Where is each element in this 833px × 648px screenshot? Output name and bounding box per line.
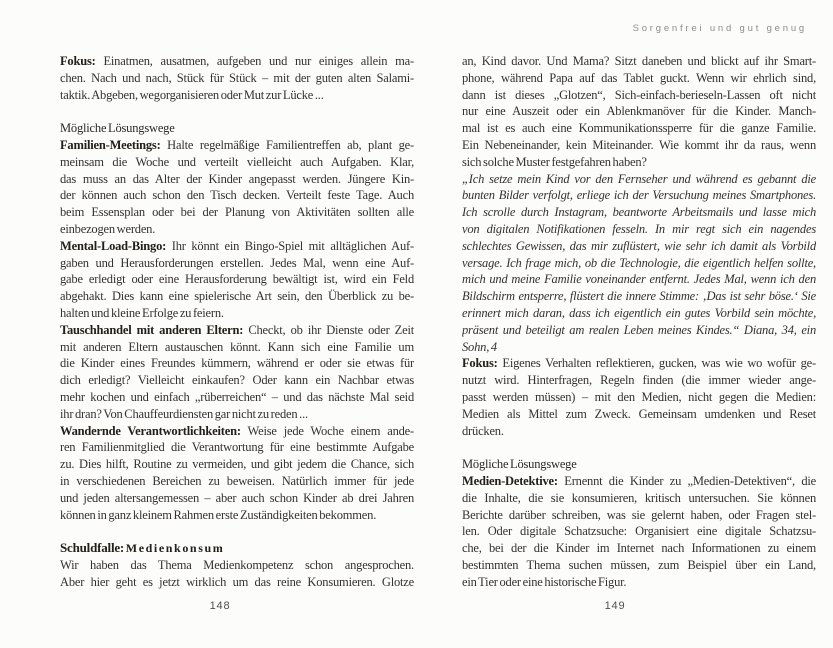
text-line: in verschiedenen Bereichen zu beweisen. Natürlich immer für jede (60, 473, 414, 488)
text-line: Tauschhandel mit anderen Eltern: Checkt, ob ihr Dienste oder Zeit (60, 322, 414, 337)
text-line: Sohn, 4 (462, 339, 497, 354)
bold-lead-in: Fokus: (60, 54, 96, 68)
text-line: bestimmten Thema suchen müssen, zum Beispiel über ein Land, (462, 557, 816, 572)
text-line: die Inhalte, die sie konsumieren, kritisch untersuchen. Sie können (462, 490, 816, 505)
left-page-number: 148 (209, 600, 231, 612)
text-line: Ein Nebeneinander, kein Miteinander. Wie kommt ihr da raus, wenn (462, 137, 816, 152)
paragraph-gap (60, 103, 414, 120)
text-line: phone, während Papa auf das Tablet guckt. Wenn wir ehrlich sind, (462, 70, 816, 85)
paragraph-gap (462, 439, 816, 456)
text-line: meinsam die Woche und verteilt vielleicht auch Aufgaben. Klar, (60, 154, 414, 169)
text-line: dich erledigt? Vielleicht einkaufen? Oder kann ein Nachbar etwas (60, 373, 414, 388)
text-line: Familien-Meetings: Halte regelmäßige Familientreffen ab, plant ge- (60, 137, 414, 152)
text-line: taktik. Abgeben, wegorganisieren oder Mut zur Lücke ... (60, 87, 324, 102)
text-line: präsent und beteiligt am realen Leben meines Kindes.“ Diana, 34, ein (462, 322, 816, 337)
text-line: „Ich setze mein Kind vor den Fernseher und während es gebannt die (462, 171, 816, 186)
text-line: Wir haben das Thema Medienkompetenz schon angesprochen. (60, 557, 414, 572)
text-line: gabe erledigt oder eine Herausforderung bewältigt ist, wird ein Feld (60, 272, 414, 287)
text-line: chen. Nach und nach, Stück für Stück – mit der guten alten Salami- (60, 70, 414, 85)
text-line: zu. Dies hilft, Routine zu vermeiden, und gibt jedem die Chance, sich (60, 457, 414, 472)
paragraph-gap (60, 523, 414, 540)
text-line: Medien als Mittel zum Zweck. Gemeinsam umdenken und Reset (462, 406, 816, 421)
text-line: gaben und Herausforderungen erstellen. Jedes Mal, wenn eine Auf- (60, 255, 414, 270)
text-line: Mental-Load-Bingo: Ihr könnt ein Bingo-Spiel mit alltäglichen Auf- (60, 238, 414, 253)
text-line: Berichte darüber schreiben, was sie gelernt haben, oder Fragen stel- (462, 507, 816, 522)
text-line: Fokus: Eigenes Verhalten reflektieren, gucken, was wie wo wofür ge- (462, 356, 816, 371)
right-page-text-column (462, 53, 816, 591)
text-line: versage. Ich frage mich, ob die Technologie, die eigentlich helfen sollte, (462, 255, 816, 270)
text-line: und jeden altersangemessen – aber auch schon Kinder ab drei Jahren (60, 490, 414, 505)
text-line: mehr kochen und einfach „rüberreichen“ – und das nächste Mal seid (60, 389, 414, 404)
text-line: die Kinder eines Freundes kümmern, während er oder sie etwas für (60, 356, 414, 371)
text-line: von digitalen Notifikationen fesseln. In mir regt sich ein nagendes (462, 221, 816, 236)
text-line: dann ist dieses „Glotzen“, Sich-einfach-berieseln-Lassen oft nicht (462, 87, 816, 102)
text-line: che, bei der die Kinder im Internet nach Informationen zu einem (462, 541, 816, 556)
bold-lead-in: Mental-Load-Bingo: (60, 238, 167, 253)
text-line: das muss an das Alter der Kinder angepasst werden. Jüngere Kin- (60, 171, 414, 186)
text-line: nur eine Auszeit oder ein Ablenkmanöver für die Kinder. Manch- (462, 104, 816, 119)
text-line: ren Familienmitglied die Verantwortung für eine bestimmte Aufgabe (60, 440, 414, 455)
subheading: Mögliche Lösungswege (60, 121, 175, 136)
text-line: passt werden müssen) – mit den Medien, nicht gegen die Medien: (462, 389, 816, 404)
text-line: sich solche Muster festgefahren haben? (462, 154, 647, 169)
text-line: ihr dran? Von Chauffeurdiensten gar nicht zu reden ... (60, 406, 308, 421)
text-line: beim Essensplan oder bei der Planung von Aktivitäten sollten alle (60, 205, 414, 220)
bold-lead-in: Wandernde Verantwortlichkeiten: (60, 423, 241, 438)
text-line: mich und meine Familie voneinander entfernt. Jedes Mal, wenn ich den (462, 272, 816, 287)
text-line: abgehakt. Dies kann eine spielerische Art sein, den Überblick zu be- (60, 289, 414, 304)
text-line: der können auch schon den Tisch decken. Verteilt feste Tage. Auch (60, 188, 414, 203)
text-line: ein Tier oder eine historische Figur. (462, 574, 627, 589)
running-head: Sorgenfrei und gut genug (632, 23, 807, 34)
text-line: mal ist es auch eine Kommunikationssperre für die ganze Familie. (462, 121, 816, 136)
text-line: können in ganz kleinem Rahmen erste Zuständigkeiten bekommen. (60, 507, 377, 522)
text-line: erinnert mich daran, dass ich eigentlich ein gutes Vorbild sein möchte, (462, 305, 816, 320)
subheading: Mögliche Lösungswege (462, 457, 577, 472)
text-line: einbezogen werden. (60, 221, 156, 236)
text-line: Ich scrolle durch Instagram, beantworte Arbeitsmails und lasse mich (462, 205, 816, 220)
text-line: schlechtes Gewissen, das mir zuflüstert, wie sehr ich damit als Vorbild (462, 238, 816, 253)
text-line: Wandernde Verantwortlichkeiten: Weise jede Woche einem ande- (60, 423, 414, 438)
text-line: halten und kleine Erfolge zu feiern. (60, 305, 224, 320)
heading-run: Medienkonsum (125, 541, 225, 556)
bold-lead-in: Fokus: (462, 356, 498, 371)
text-line: Medien-Detektive: Ernennt die Kinder zu „Medien-Detektiven“, die (462, 473, 816, 488)
left-page-text-column (60, 53, 414, 591)
heading-run: Schuldfalle: (60, 540, 125, 556)
text-line: mit anderen Eltern austauschen könnt. Kann sich eine Familie um (60, 339, 414, 354)
text-line: Fokus: Einatmen, ausatmen, aufgeben und nur einiges allein ma- (60, 54, 414, 68)
text-line: Bildschirm entsperre, flüstert die innere Stimme: ‚Das ist sehr böse.‘ Sie (462, 289, 816, 304)
bold-lead-in: Medien-Detektive: (462, 473, 558, 488)
text-line: Aber hier geht es jetzt wirklich um das reine Konsumieren. Glotze (60, 574, 414, 589)
text-line: len. Oder digitale Schatzsuche: Organisiert eine digitale Schatzsu- (462, 524, 816, 539)
right-page-number: 149 (604, 600, 626, 612)
text-line: bunten Bilder verfolgt, erliege ich der Versuchung meines Smartphones. (462, 188, 816, 203)
text-line: nutzt wird. Hinterfragen, Regeln finden (die immer wieder ange- (462, 373, 816, 388)
section-heading (60, 540, 414, 557)
text-line: drücken. (462, 423, 504, 438)
bold-lead-in: Tauschhandel mit anderen Eltern: (60, 322, 244, 337)
bold-lead-in: Familien-Meetings: (60, 137, 161, 152)
text-line: an, Kind davor. Und Mama? Sitzt daneben und blickt auf ihr Smart- (462, 54, 816, 68)
